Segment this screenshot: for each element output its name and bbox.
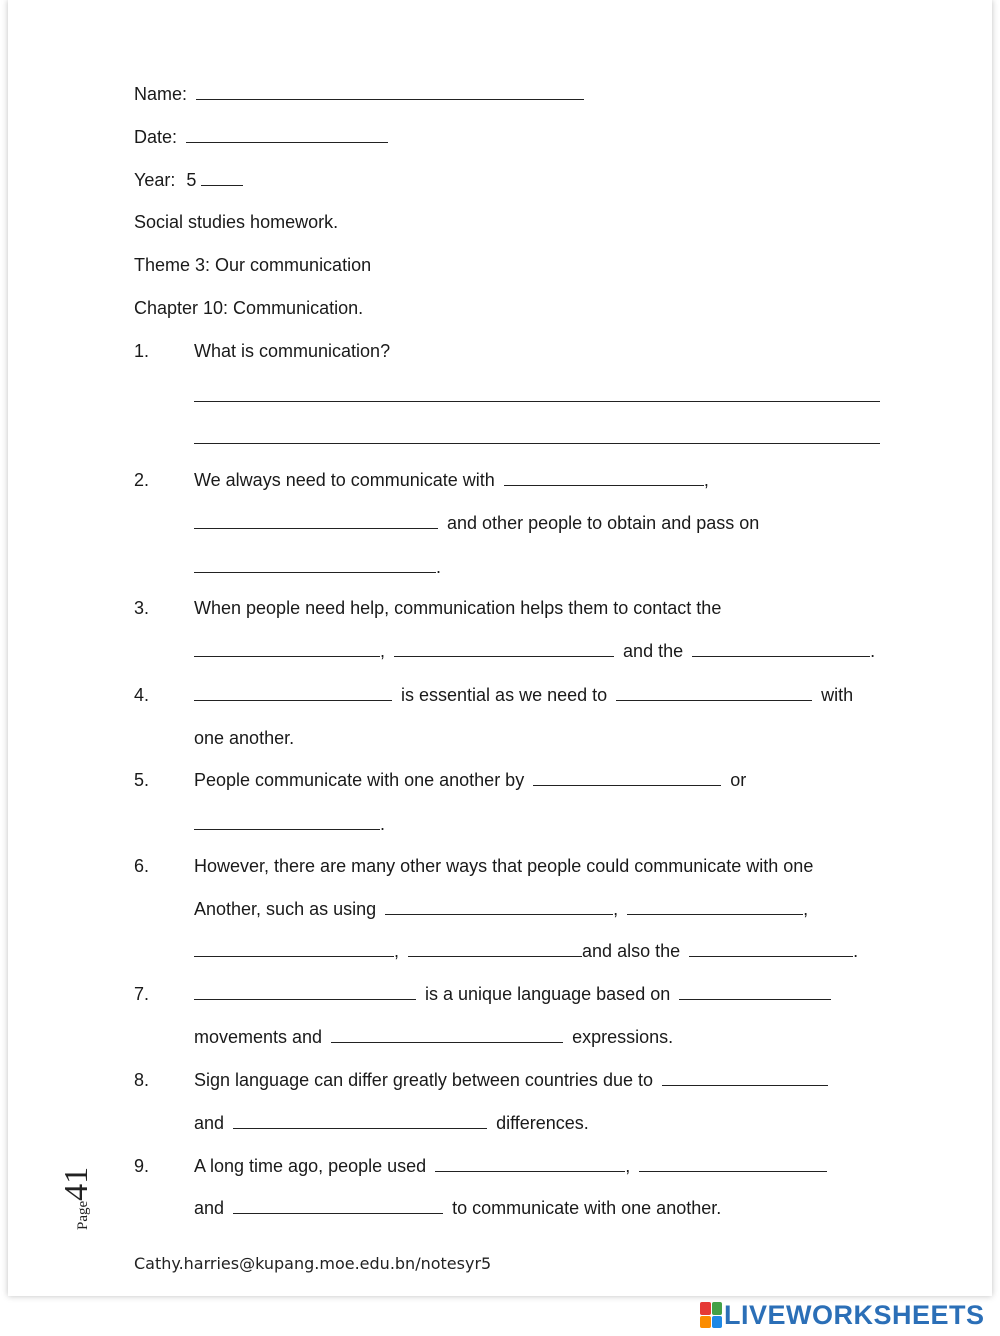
q9-comma: , — [625, 1156, 631, 1176]
q6-number: 6. — [134, 856, 150, 876]
q4-blank-1[interactable] — [194, 684, 392, 701]
page-word: Page — [75, 1200, 91, 1230]
name-label: Name: — [134, 84, 188, 104]
q6-comma-3: , — [394, 941, 400, 961]
brand-icon — [700, 1302, 722, 1328]
name-row — [134, 83, 584, 105]
q7-number: 7. — [134, 984, 150, 1004]
q8-blank-1[interactable] — [662, 1069, 828, 1086]
q3-number: 3. — [134, 598, 150, 618]
q8-number: 8. — [134, 1070, 150, 1090]
q3-line-2 — [194, 640, 875, 662]
q6-blank-2[interactable] — [627, 898, 803, 915]
q6-blank-4[interactable] — [408, 940, 582, 957]
q2-period: . — [436, 557, 442, 577]
q2-line-1 — [194, 469, 709, 491]
year-blank[interactable] — [201, 169, 243, 186]
q9-blank-1[interactable] — [435, 1155, 625, 1172]
page-number — [58, 1150, 118, 1230]
q8-text-a: Sign language can differ greatly between countries due to — [194, 1070, 653, 1090]
year-label: Year: — [134, 170, 176, 190]
q2-text-a: We always need to communicate with — [194, 470, 495, 490]
q5-blank-2[interactable] — [194, 813, 380, 830]
q5-text-or: or — [730, 770, 747, 790]
q2-line-2 — [194, 512, 759, 534]
q4-number: 4. — [134, 685, 150, 705]
q2-blank-3[interactable] — [194, 556, 436, 573]
q7-blank-1[interactable] — [194, 983, 416, 1000]
q7-text-mid: is a unique language based on — [425, 984, 671, 1004]
q1-answer-line-1[interactable] — [194, 401, 880, 402]
q5-blank-1[interactable] — [533, 769, 721, 786]
q7-blank-3[interactable] — [331, 1026, 563, 1043]
q6-comma-1: , — [613, 899, 619, 919]
q6-period: . — [853, 941, 859, 961]
q9-number: 9. — [134, 1156, 150, 1176]
brand-icon-square — [712, 1302, 723, 1315]
q3-blank-1[interactable] — [194, 640, 380, 657]
q2-number: 2. — [134, 470, 150, 490]
q2-blank-1[interactable] — [504, 469, 704, 486]
footer-url: Cathy.harries@kupang.moe.edu.bn/notesyr5 — [134, 1254, 492, 1273]
q6-line-3 — [194, 940, 858, 962]
q5-line-2 — [194, 813, 385, 835]
q3-blank-3[interactable] — [692, 640, 870, 657]
q3-text-mid: and the — [623, 641, 684, 661]
q5-number: 5. — [134, 770, 150, 790]
q4-line-1 — [194, 684, 853, 706]
q6-blank-1[interactable] — [385, 898, 613, 915]
liveworksheets-logo — [700, 1300, 985, 1330]
q6-text-b: Another, such as using — [194, 899, 377, 919]
q9-text-b: and — [194, 1198, 225, 1218]
q9-blank-3[interactable] — [233, 1197, 443, 1214]
brand-icon-square — [712, 1316, 723, 1329]
q1-text: What is communication? — [194, 341, 391, 361]
subject-line: Social studies homework. — [134, 212, 339, 232]
q6-text-mid: and also the — [582, 941, 681, 961]
q9-text-end: to communicate with one another. — [452, 1198, 722, 1218]
q2-text-b: and other people to obtain and pass on — [447, 513, 760, 533]
name-blank[interactable] — [196, 83, 584, 100]
q8-blank-2[interactable] — [233, 1112, 487, 1129]
q4-text-mid: is essential as we need to — [401, 685, 608, 705]
worksheet-page — [8, 0, 992, 1296]
brand-icon-square — [700, 1316, 711, 1329]
q4-text-b: one another. — [194, 728, 295, 748]
q5-period: . — [380, 814, 386, 834]
q8-text-b: and — [194, 1113, 225, 1133]
q3-text-a: When people need help, communication helps them to contact the — [194, 598, 722, 618]
date-blank[interactable] — [186, 126, 388, 143]
q6-comma-2: , — [803, 899, 809, 919]
q8-line-1 — [194, 1069, 828, 1091]
q1-number: 1. — [134, 341, 150, 361]
q9-line-2 — [194, 1197, 721, 1219]
q8-line-2 — [194, 1112, 589, 1134]
q7-text-end: expressions. — [572, 1027, 674, 1047]
q4-blank-2[interactable] — [616, 684, 812, 701]
theme-line: Theme 3: Our communication — [134, 255, 372, 275]
q7-line-1 — [194, 983, 831, 1005]
year-row — [134, 169, 243, 191]
q9-blank-2[interactable] — [639, 1155, 827, 1172]
q3-period: . — [870, 641, 876, 661]
q5-line-1 — [194, 769, 746, 791]
q2-blank-2[interactable] — [194, 512, 438, 529]
q8-text-end: differences. — [496, 1113, 589, 1133]
q6-blank-5[interactable] — [689, 940, 853, 957]
chapter-line: Chapter 10: Communication. — [134, 298, 364, 318]
q7-line-2 — [194, 1026, 673, 1048]
page-num: 41 — [58, 1166, 95, 1201]
q7-blank-2[interactable] — [679, 983, 831, 1000]
q9-line-1 — [194, 1155, 827, 1177]
q2-comma: , — [703, 470, 709, 490]
brand-name: LIVEWORKSHEETS — [724, 1299, 985, 1330]
brand-icon-square — [700, 1302, 711, 1315]
q5-text-a: People communicate with one another by — [194, 770, 525, 790]
q2-line-3 — [194, 556, 441, 578]
q1-answer-line-2[interactable] — [194, 443, 880, 444]
q6-blank-3[interactable] — [194, 940, 394, 957]
date-label: Date: — [134, 127, 178, 147]
q3-blank-2[interactable] — [394, 640, 614, 657]
q6-line-2 — [194, 898, 808, 920]
q7-text-b: movements and — [194, 1027, 323, 1047]
year-value: 5 — [186, 170, 197, 190]
date-row — [134, 126, 388, 148]
q3-comma: , — [380, 641, 386, 661]
q4-text-end: with — [821, 685, 854, 705]
q6-text-a: However, there are many other ways that people could communicate with one — [194, 856, 814, 876]
q9-text-a: A long time ago, people used — [194, 1156, 427, 1176]
